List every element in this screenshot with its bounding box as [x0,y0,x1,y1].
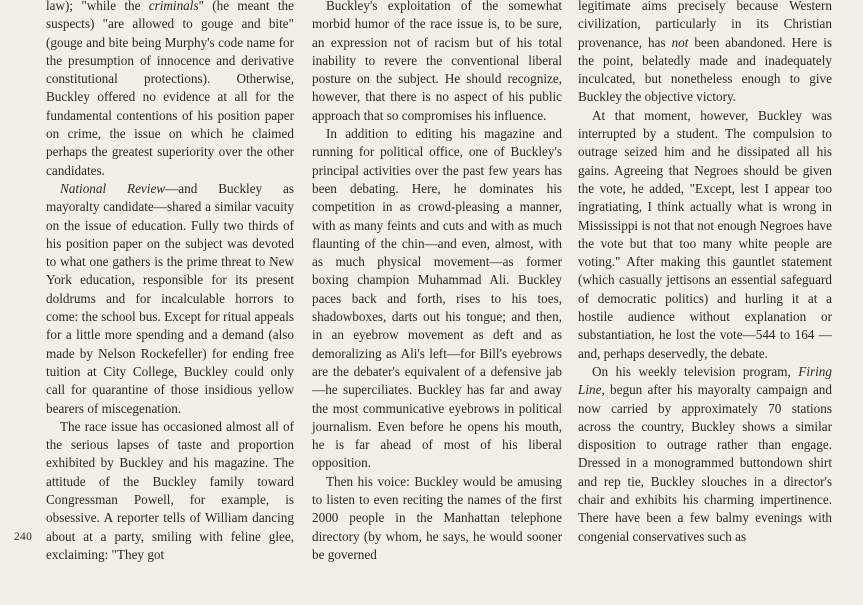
body-text: —and Buckley as mayoralty candidate—shared a similar vacuity on the issue of education. Fully two thirds of his position paper on the subject was devoted to what one gathers is the prime threat to New York education, responsible for its present doldrums and for incalculable horrors to come: the school bus. Except for ritual appeals for a little more spending and a demand (also made by Nelson Rockefeller) for ending free tuition at City College, Buckley could only call for quarantine of those insidious yellow bearers of miscegenation. [46,180,294,416]
paragraph [312,0,562,125]
paragraph [578,363,832,546]
paragraph [312,473,562,564]
text-column-left [46,0,294,564]
italic-text: Firing Line [578,363,832,398]
page-number: 240 [14,531,33,543]
body-text: been abandoned. Here is the point, belatedly made and inadequately inculcated, but nonetheless enough to give Buckley the objective victory. [578,34,833,105]
italic-text: not [671,34,689,50]
paragraph [46,0,294,180]
paragraph [312,125,562,473]
body-text: On his weekly television program, [592,363,799,379]
text-column-right [578,0,832,546]
paragraph [578,0,832,107]
body-text: At that moment, however, Buckley was interrupted by a student. The compulsion to outrage seized him and he dissipated all his gains. Agreeing that Negroes should be given the vote, he added, "Except, lest I appear too ingratiating, I think actually what is wrong in Mississippi is not that not enough Negroes have the vote but that too many white people are voting." After making this gauntlet statement (which casually jettisons an essential safeguard of democratic politics) and hurling it at a hostile audience without explanation or substantiation, he lost the vote—544 to 164 —and, perhaps deservedly, the debate. [578,107,832,361]
paragraph [578,107,832,363]
body-text: Then his voice: Buckley would be amusing to listen to even reciting the names of the first 2000 people in the Manhattan telephone directory (by whom, he says, he would sooner be governed [312,473,562,562]
paragraph [46,418,294,564]
body-text: The race issue has occasioned almost all of the serious lapses of taste and proportion exhibited by Buckley and his magazine. The attitude of the Buckley family toward Congressman Powell, for example, is obsessive. A reporter tells of William dancing about at a party, smiling with feline glee, exclaiming: "They got [46,418,294,562]
body-text: In addition to editing his magazine and running for political office, one of Buckley's principal activities over the past few years has been debating. Here, he dominates his competition in as crowd-pleasing a manner, with as many feints and cuts and with as much flaunting of the chin—and even, almost, with as much physical movement—as former boxing champion Muhammad Ali. Buckley paces back and forth, rises to his toes, shadowboxes, darts out his tongue; and then, in an eyebrow movement as deft and as demoralizing as Ali's left—for Bill's eyebrows are the debater's equivalent of a defensive jab—he superciliates. Buckley has far and away the most communicative eyebrows in political journalism. Even before he opens his mouth, he is far ahead of most of his liberal opposition. [312,126,562,471]
body-text: , begun after his mayoralty campaign and now carried by approximately 70 stations across the country, Buckley shows a similar disposition to outrage rather than engage. Dressed in a monogrammed buttondown shirt and rep tie, Buckley slouches in a director's chair and exhibits his charming impertinence. There have been a few balmy evenings with congenial conservatives such as [578,382,832,544]
body-text: Buckley's exploitation of the somewhat morbid humor of the race issue is, to be sure, an expression not of racism but of his total inability to revere the conventional liberal posture on the subject. He should recognize, however, that there is no aspect of his public approach that so compromises his influence. [312,0,562,123]
body-text: " (he meant the suspects) "are allowed to gouge and bite" (gouge and bite being Murphy's code name for the presumption of innocence and derivative constitutional protections). Otherwise, Buckley offered no evidence at all for the fundamental contentions of his position paper on crime, the issue on which he claimed perhaps the greatest superiority over the other candidates. [46,0,294,178]
body-text: legitimate aims precisely because Western civilization, particularly in its Christian provenance, has [578,0,832,50]
italic-text: National Review [60,180,166,196]
body-text: law); "while the [46,0,149,13]
paragraph [46,180,294,418]
italic-text: criminals [148,0,199,13]
text-column-middle [312,0,562,564]
